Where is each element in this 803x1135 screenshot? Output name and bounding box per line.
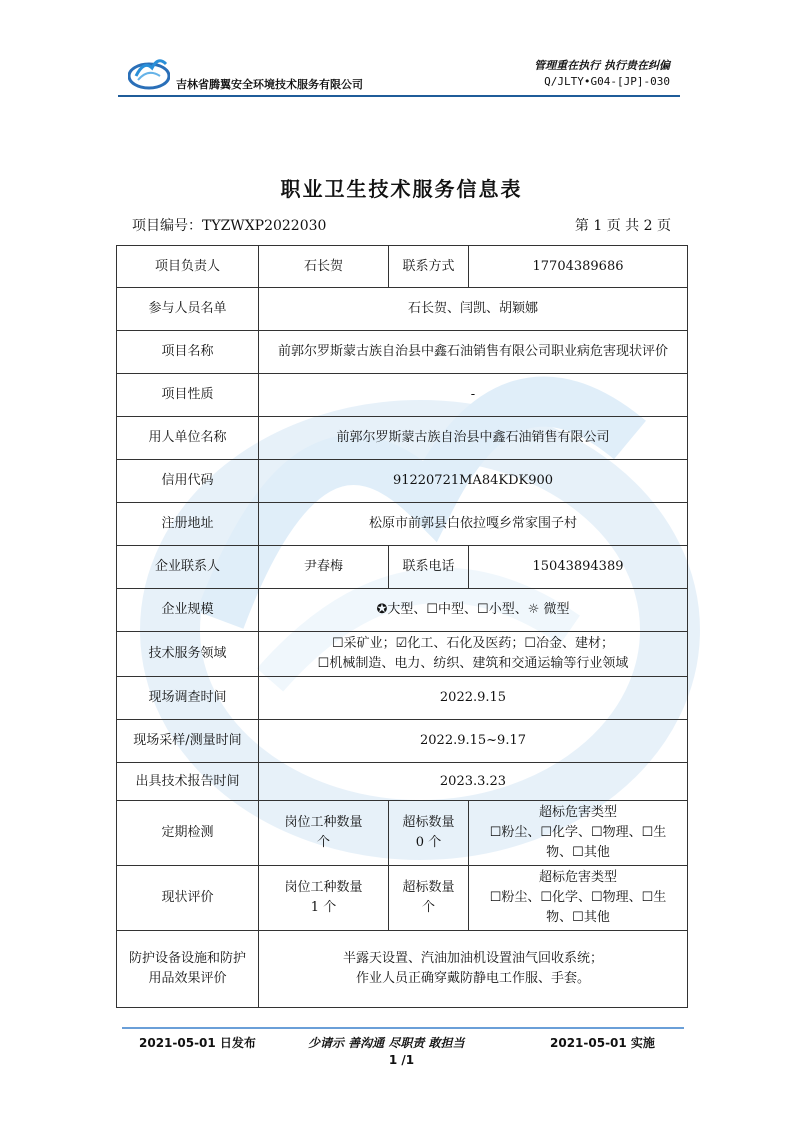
company-logo-icon xyxy=(128,54,170,90)
periodic-hazard-line: 物、☐其他 xyxy=(546,845,610,860)
enterprise-contact-label: 企业联系人 xyxy=(117,546,259,589)
table-row xyxy=(117,288,688,331)
periodic-test-label: 定期检测 xyxy=(117,801,259,866)
status-posts-count: 1 个 xyxy=(310,900,337,915)
table-row xyxy=(117,866,688,931)
status-exceed xyxy=(389,866,469,931)
enterprise-phone-label: 联系电话 xyxy=(389,546,469,589)
scale-value: ✪大型、☐中型、☐小型、☼ 微型 xyxy=(259,589,688,632)
page-title: 职业卫生技术服务信息表 xyxy=(280,177,523,201)
page-indicator: 第 1 页 共 2 页 xyxy=(574,218,671,234)
report-time-value: 2023.3.23 xyxy=(259,763,688,801)
periodic-hazard-line: ☐粉尘、☐化学、☐物理、☐生 xyxy=(489,825,667,840)
status-posts-line: 岗位工种数量 xyxy=(284,880,363,895)
employer-label: 用人单位名称 xyxy=(117,417,259,460)
table-row xyxy=(117,801,688,866)
status-hazard-types xyxy=(469,866,688,931)
project-nature-value: - xyxy=(259,374,688,417)
effective-date: 2021-05-01 实施 xyxy=(550,1036,655,1050)
page-header xyxy=(120,50,680,98)
project-nature-label: 项目性质 xyxy=(117,374,259,417)
table-row xyxy=(117,460,688,503)
issue-date: 2021-05-01 日发布 xyxy=(139,1036,256,1050)
table-row xyxy=(117,503,688,546)
employer-value: 前郭尔罗斯蒙古族自治县中鑫石油销售有限公司 xyxy=(259,417,688,460)
status-eval-label: 现状评价 xyxy=(117,866,259,931)
document-number: Q/JLTY•G04-[JP]-030 xyxy=(544,75,670,88)
status-hazard-line: ☐粉尘、☐化学、☐物理、☐生 xyxy=(489,890,667,905)
enterprise-phone-value: 15043894389 xyxy=(469,546,688,589)
status-posts xyxy=(259,866,389,931)
service-field-line: ☐机械制造、电力、纺织、建筑和交通运输等行业领域 xyxy=(317,656,629,671)
contact-value: 17704389686 xyxy=(469,246,688,288)
table-row xyxy=(117,417,688,460)
protection-label-line: 用品效果评价 xyxy=(148,971,227,986)
project-name-label: 项目名称 xyxy=(117,331,259,374)
periodic-hazard-types xyxy=(469,801,688,866)
protection-line: 半露天设置、汽油加油机设置油气回收系统； xyxy=(342,951,603,966)
footer-divider xyxy=(122,1027,684,1029)
protection-eval-label xyxy=(117,931,259,1008)
header-motto: 管理重在执行 执行贵在纠偏 xyxy=(534,59,670,72)
table-row xyxy=(117,374,688,417)
protection-line: 作业人员正确穿戴防静电工作服、手套。 xyxy=(355,971,590,986)
leader-label: 项目负责人 xyxy=(117,246,259,288)
table-row xyxy=(117,546,688,589)
sampling-time-value: 2022.9.15~9.17 xyxy=(259,720,688,763)
table-row xyxy=(117,589,688,632)
service-info-table xyxy=(116,245,688,1008)
enterprise-contact-value: 尹春梅 xyxy=(259,546,389,589)
status-exceed-count: 个 xyxy=(421,900,435,915)
table-row xyxy=(117,246,688,288)
footer-slogan: 少请示 善沟通 尽职责 敢担当 xyxy=(308,1036,465,1050)
periodic-exceed-line: 超标数量 xyxy=(402,815,455,830)
members-label: 参与人员名单 xyxy=(117,288,259,331)
service-field-value xyxy=(259,632,688,677)
credit-code-value: 91220721MA84KDK900 xyxy=(259,460,688,503)
footer-page-number: 1 /1 xyxy=(388,1053,415,1067)
service-field-label: 技术服务领域 xyxy=(117,632,259,677)
protection-label-line: 防护设备设施和防护 xyxy=(128,951,246,966)
table-row xyxy=(117,720,688,763)
periodic-hazard-line: 超标危害类型 xyxy=(538,805,617,820)
table-row xyxy=(117,331,688,374)
table-row xyxy=(117,763,688,801)
table-row xyxy=(117,677,688,720)
sampling-time-label: 现场采样/测量时间 xyxy=(117,720,259,763)
service-field-line: ☐采矿业；☑化工、石化及医药；☐冶金、建材； xyxy=(332,636,614,651)
periodic-posts xyxy=(259,801,389,866)
status-hazard-line: 超标危害类型 xyxy=(538,870,617,885)
table-row xyxy=(117,931,688,1008)
table-row xyxy=(117,632,688,677)
project-number: 项目编号：TYZWXP2022030 xyxy=(132,218,327,234)
address-value: 松原市前郭县白依拉嘎乡常家围子村 xyxy=(259,503,688,546)
survey-time-value: 2022.9.15 xyxy=(259,677,688,720)
periodic-posts-line: 岗位工种数量 xyxy=(284,815,363,830)
address-label: 注册地址 xyxy=(117,503,259,546)
periodic-exceed xyxy=(389,801,469,866)
project-name-value: 前郭尔罗斯蒙古族自治县中鑫石油销售有限公司职业病危害现状评价 xyxy=(259,331,688,374)
report-time-label: 出具技术报告时间 xyxy=(117,763,259,801)
scale-label: 企业规模 xyxy=(117,589,259,632)
leader-value: 石长贺 xyxy=(259,246,389,288)
protection-eval-value xyxy=(259,931,688,1008)
contact-label: 联系方式 xyxy=(389,246,469,288)
status-exceed-line: 超标数量 xyxy=(402,880,455,895)
survey-time-label: 现场调查时间 xyxy=(117,677,259,720)
members-value: 石长贺、闫凯、胡颖娜 xyxy=(259,288,688,331)
header-divider xyxy=(118,95,680,97)
periodic-exceed-count: 0 个 xyxy=(415,835,442,850)
periodic-posts-count: 个 xyxy=(316,835,330,850)
company-name: 吉林省腾翼安全环境技术服务有限公司 xyxy=(176,78,363,91)
status-hazard-line: 物、☐其他 xyxy=(546,910,610,925)
credit-code-label: 信用代码 xyxy=(117,460,259,503)
